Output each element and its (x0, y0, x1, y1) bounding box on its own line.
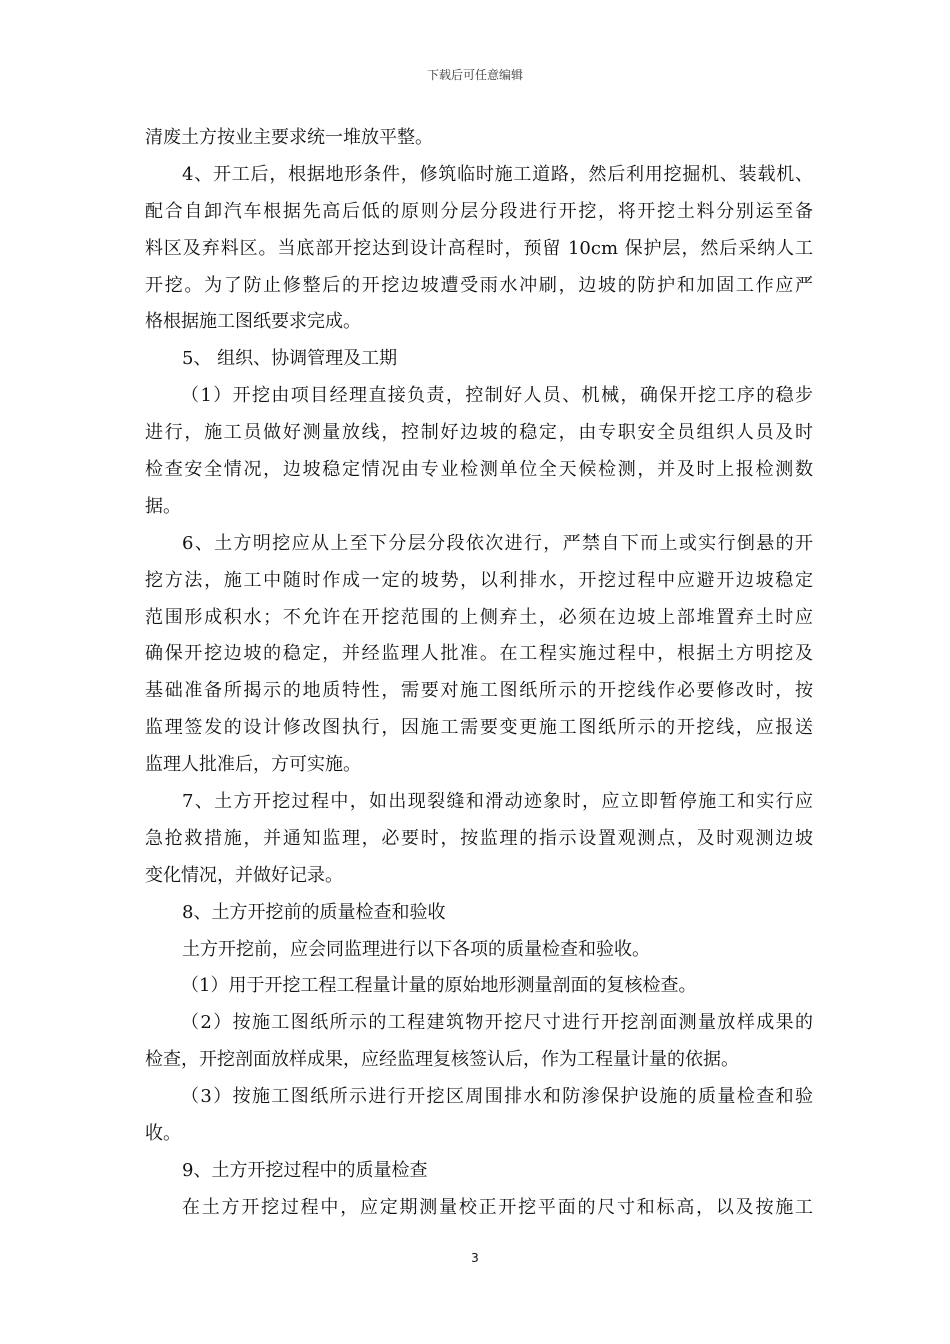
text-line: 确保开挖边坡的稳定，并经监理人批准。在工程实施过程中，根据土方明挖及 (145, 643, 813, 665)
text-line: 变化情况，并做好记录。 (145, 864, 343, 886)
page-number: 3 (471, 1251, 479, 1265)
text-line: （1）开挖由项目经理直接负责，控制好人员、机械，确保开挖工序的稳步 (181, 385, 813, 407)
text-line: 监理人批准后，方可实施。 (145, 754, 361, 776)
text-line: 在土方开挖过程中，应定期测量校正开挖平面的尺寸和标高，以及按施工 (182, 1196, 813, 1218)
text-line: 开挖。为了防止修整后的开挖边坡遭受雨水冲刷，边坡的防护和加固工作应严 (145, 274, 813, 296)
text-line: 收。 (145, 1123, 181, 1145)
text-line: 4、开工后，根据地形条件，修筑临时施工道路，然后利用挖掘机、装载机、 (182, 163, 813, 185)
section-heading: 9、土方开挖过程中的质量检查 (182, 1159, 428, 1181)
text-line: （1）用于开挖工程工程量计量的原始地形测量剖面的复核检查。 (181, 975, 697, 997)
text-line: 进行，施工员做好测量放线，控制好边坡的稳定，由专职安全员组织人员及时 (145, 422, 813, 444)
text-line: 急抢救措施，并通知监理，必要时，按监理的指示设置观测点，及时观测边坡 (145, 827, 813, 849)
text-line: 挖方法，施工中随时作成一定的坡势，以利排水，开挖过程中应避开边坡稳定 (145, 569, 813, 591)
text-line: 清废土方按业主要求统一堆放平整。 (145, 127, 433, 148)
text-line: 6、土方明挖应从上至下分层分段依次进行，严禁自下而上或实行倒悬的开 (182, 532, 813, 554)
text-line: 配合自卸汽车根据先高后低的原则分层分段进行开挖，将开挖土料分别运至备 (145, 200, 813, 222)
page-header: 下载后可任意编辑 (426, 68, 523, 82)
text-line: 监理签发的设计修改图执行，因施工需要变更施工图纸所示的开挖线，应报送 (145, 717, 813, 739)
text-line: 范围形成积水；不允许在开挖范围的上侧弃土，必须在边坡上部堆置弃土时应 (145, 606, 813, 628)
text-line: 格根据施工图纸要求完成。 (145, 311, 361, 333)
document-body (145, 120, 813, 1227)
section-heading: 5、 组织、协调管理及工期 (182, 348, 398, 370)
section-heading: 8、土方开挖前的质量检查和验收 (182, 901, 446, 923)
text-line: 据。 (145, 495, 181, 517)
text-line: 检查安全情况，边坡稳定情况由专业检测单位全天候检测，并及时上报检测数 (145, 459, 813, 481)
text-line: （3）按施工图纸所示进行开挖区周围排水和防渗保护设施的质量检查和验 (181, 1086, 813, 1108)
text-line: 检查，开挖剖面放样成果，应经监理复核签认后，作为工程量计量的依据。 (145, 1049, 739, 1071)
text-line: （2）按施工图纸所示的工程建筑物开挖尺寸进行开挖剖面测量放样成果的 (181, 1012, 813, 1034)
text-line: 7、土方开挖过程中，如出现裂缝和滑动迹象时，应立即暂停施工和实行应 (182, 791, 813, 813)
text-line: 基础准备所揭示的地质特性，需要对施工图纸所示的开挖线作必要修改时，按 (145, 680, 813, 702)
text-line: 料区及弃料区。当底部开挖达到设计高程时，预留 10cm 保护层，然后采纳人工 (145, 237, 813, 259)
text-line: 土方开挖前，应会同监理进行以下各项的质量检查和验收。 (182, 938, 650, 960)
